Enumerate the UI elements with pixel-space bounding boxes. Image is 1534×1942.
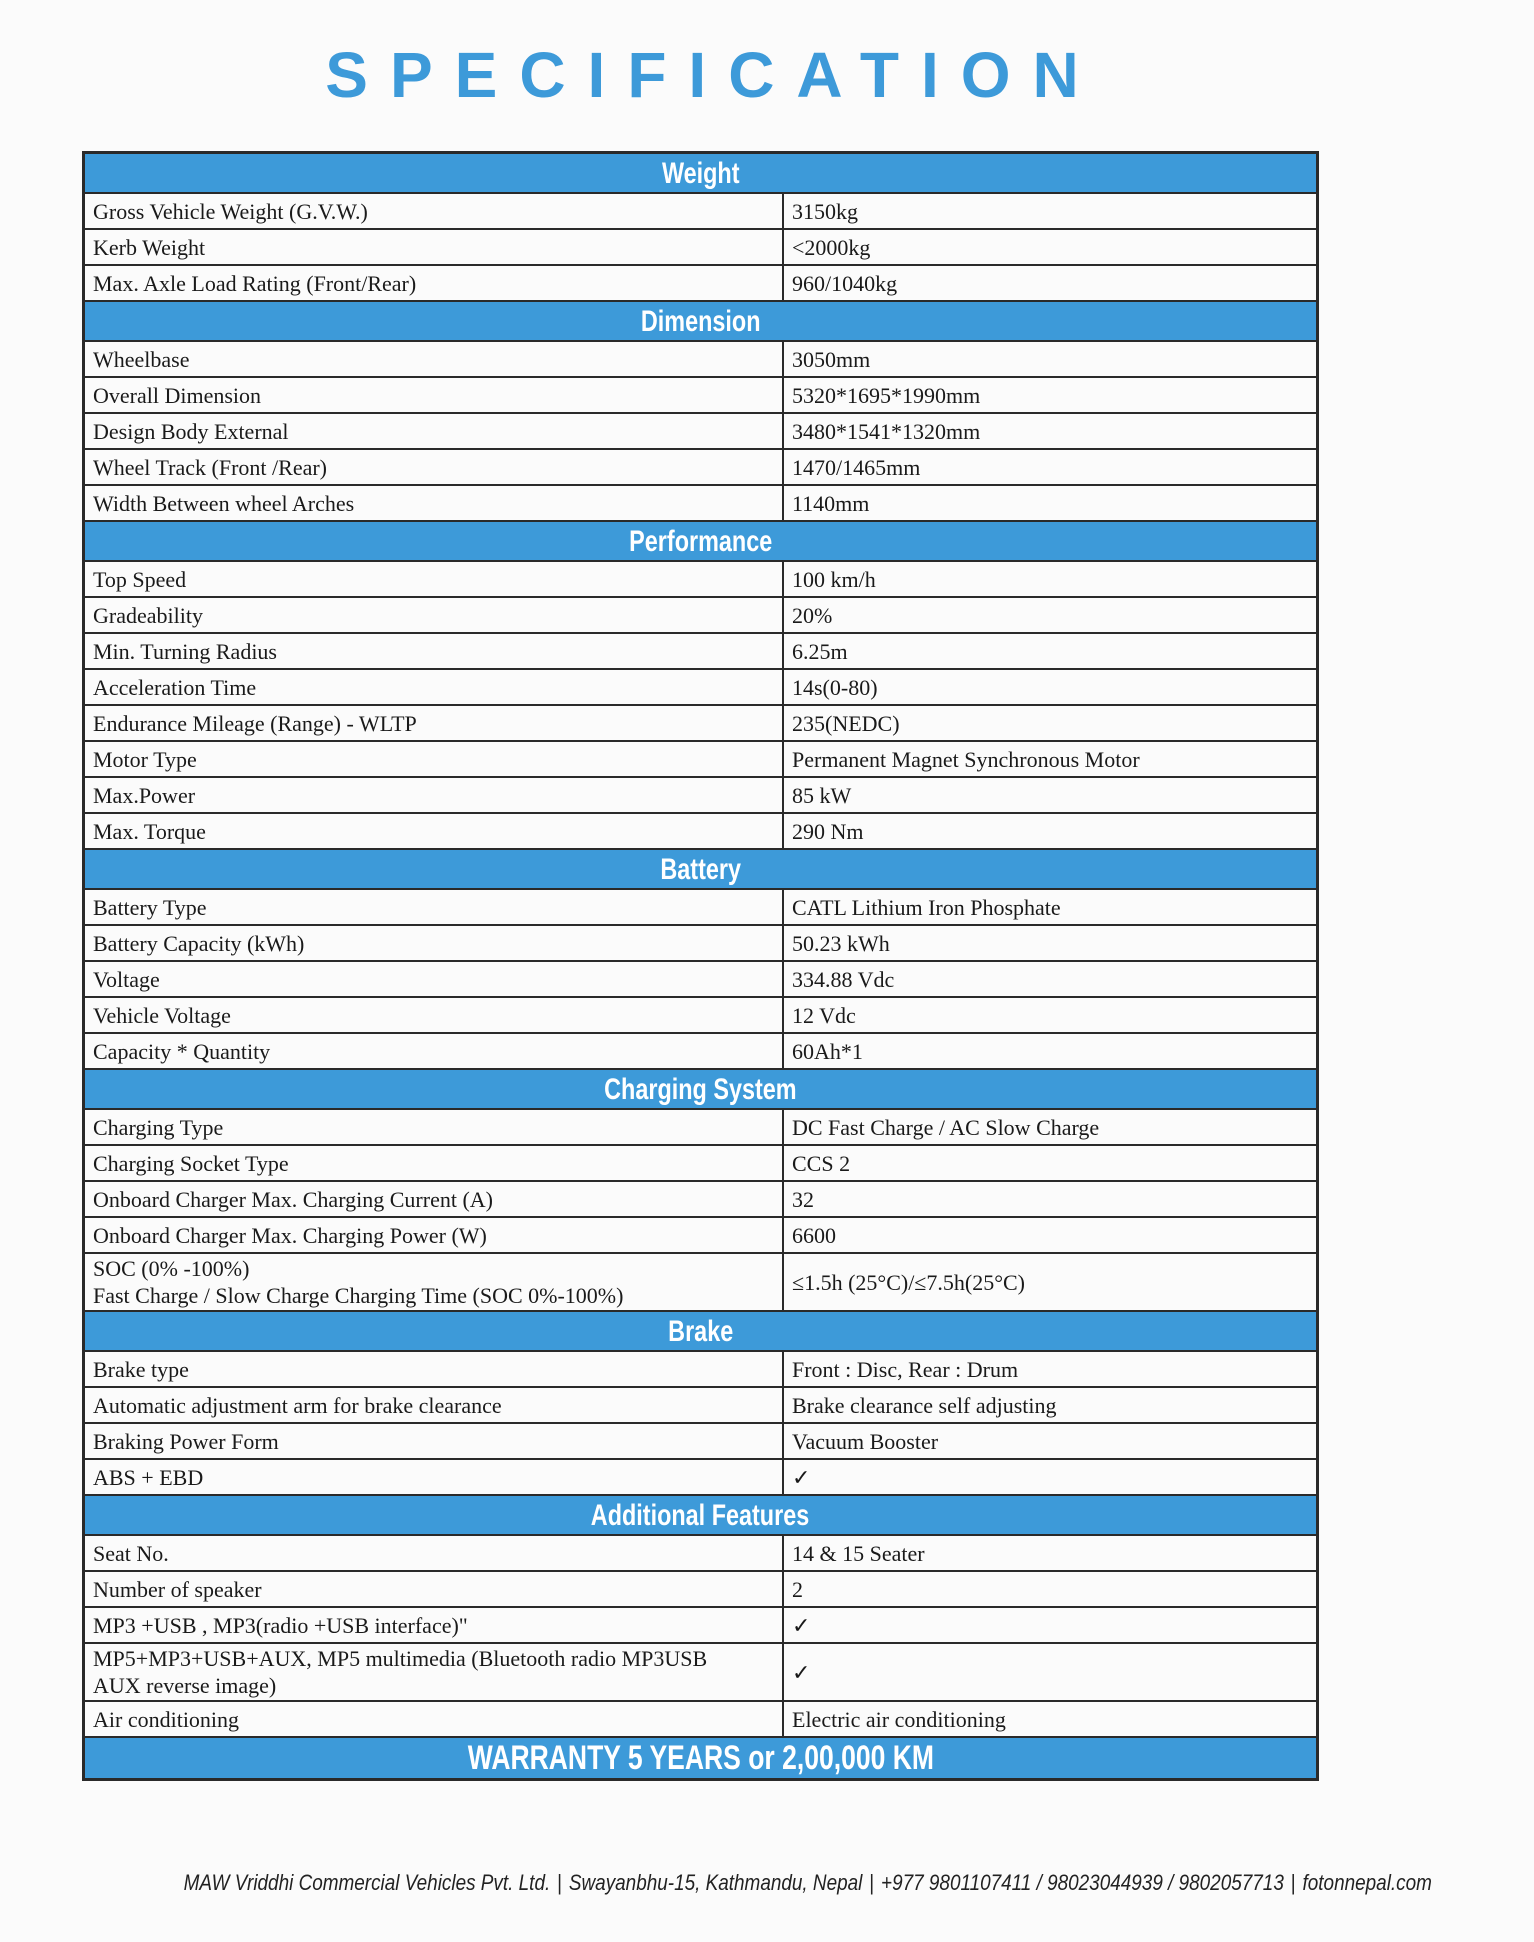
spec-label: Capacity * Quantity	[84, 1033, 784, 1069]
spec-label: Gradeability	[84, 597, 784, 633]
section-heading: Brake	[84, 1311, 1318, 1351]
spec-value: ✓	[783, 1643, 1318, 1701]
spec-value: Vacuum Booster	[783, 1423, 1318, 1459]
spec-row	[84, 1387, 1318, 1423]
section-heading: Battery	[84, 849, 1318, 889]
spec-value: CATL Lithium Iron Phosphate	[783, 889, 1318, 925]
spec-row	[84, 561, 1318, 597]
spec-row	[84, 341, 1318, 377]
spec-row	[84, 449, 1318, 485]
section-heading: Charging System	[84, 1069, 1318, 1109]
spec-row	[84, 1535, 1318, 1571]
spec-row	[84, 925, 1318, 961]
spec-value: DC Fast Charge / AC Slow Charge	[783, 1109, 1318, 1145]
spec-label: Max.Power	[84, 777, 784, 813]
spec-row	[84, 1643, 1318, 1701]
spec-row	[84, 1351, 1318, 1387]
spec-value: 290 Nm	[783, 813, 1318, 849]
spec-row	[84, 669, 1318, 705]
spec-value: 1470/1465mm	[783, 449, 1318, 485]
footer-company: MAW Vriddhi Commercial Vehicles Pvt. Ltd.	[183, 1870, 551, 1895]
spec-label: Number of speaker	[84, 1571, 784, 1607]
spec-row	[84, 813, 1318, 849]
spec-value: 2	[783, 1571, 1318, 1607]
spec-label: Seat No.	[84, 1535, 784, 1571]
spec-label: Automatic adjustment arm for brake clearance	[84, 1387, 784, 1423]
spec-label: Endurance Mileage (Range) - WLTP	[84, 705, 784, 741]
spec-value: 334.88 Vdc	[783, 961, 1318, 997]
section-heading: Dimension	[84, 301, 1318, 341]
spec-label: Braking Power Form	[84, 1423, 784, 1459]
spec-row	[84, 1145, 1318, 1181]
spec-value: 20%	[783, 597, 1318, 633]
spec-label: Voltage	[84, 961, 784, 997]
spec-value: 14 & 15 Seater	[783, 1535, 1318, 1571]
spec-row	[84, 741, 1318, 777]
spec-row	[84, 1571, 1318, 1607]
spec-value: 6600	[783, 1217, 1318, 1253]
spec-value: 5320*1695*1990mm	[783, 377, 1318, 413]
footer-address: Swayanbhu-15, Kathmandu, Nepal	[568, 1870, 863, 1895]
spec-row	[84, 485, 1318, 521]
spec-row	[84, 1607, 1318, 1643]
warranty-text: WARRANTY 5 YEARS or 2,00,000 KM	[84, 1737, 1318, 1780]
spec-row	[84, 1217, 1318, 1253]
warranty-banner	[84, 1737, 1318, 1780]
spec-value: ✓	[783, 1459, 1318, 1495]
spec-value: 50.23 kWh	[783, 925, 1318, 961]
spec-label: Brake type	[84, 1351, 784, 1387]
footer-website[interactable]: fotonnepal.com	[1302, 1870, 1432, 1895]
spec-value: 3050mm	[783, 341, 1318, 377]
section-header-brake	[84, 1311, 1318, 1351]
spec-value: 6.25m	[783, 633, 1318, 669]
section-header-battery	[84, 849, 1318, 889]
spec-value: Electric air conditioning	[783, 1701, 1318, 1737]
spec-label: Max. Axle Load Rating (Front/Rear)	[84, 265, 784, 301]
spec-label: Motor Type	[84, 741, 784, 777]
spec-label: Vehicle Voltage	[84, 997, 784, 1033]
spec-label: Air conditioning	[84, 1701, 784, 1737]
spec-value: 1140mm	[783, 485, 1318, 521]
spec-value: 12 Vdc	[783, 997, 1318, 1033]
spec-label: Onboard Charger Max. Charging Power (W)	[84, 1217, 784, 1253]
spec-row	[84, 229, 1318, 265]
spec-label: SOC (0% -100%) Fast Charge / Slow Charge Charging Time (SOC 0%-100%)	[84, 1253, 784, 1311]
spec-value: 3150kg	[783, 193, 1318, 229]
spec-row	[84, 1459, 1318, 1495]
spec-value: 14s(0-80)	[783, 669, 1318, 705]
spec-label: Battery Capacity (kWh)	[84, 925, 784, 961]
spec-row	[84, 777, 1318, 813]
spec-row	[84, 1701, 1318, 1737]
spec-value: Permanent Magnet Synchronous Motor	[783, 741, 1318, 777]
spec-label: Wheel Track (Front /Rear)	[84, 449, 784, 485]
spec-label: Width Between wheel Arches	[84, 485, 784, 521]
spec-row	[84, 1109, 1318, 1145]
spec-value: 960/1040kg	[783, 265, 1318, 301]
spec-label: Charging Socket Type	[84, 1145, 784, 1181]
section-header-dimension	[84, 301, 1318, 341]
spec-row	[84, 1423, 1318, 1459]
spec-row	[84, 889, 1318, 925]
spec-label: Onboard Charger Max. Charging Current (A)	[84, 1181, 784, 1217]
spec-label: MP3 +USB , MP3(radio +USB interface)"	[84, 1607, 784, 1643]
spec-table	[82, 151, 1319, 1781]
spec-value: 100 km/h	[783, 561, 1318, 597]
spec-label: MP5+MP3+USB+AUX, MP5 multimedia (Bluetooth radio MP3USB AUX reverse image)	[84, 1643, 784, 1701]
section-header-charging-system	[84, 1069, 1318, 1109]
spec-label: ABS + EBD	[84, 1459, 784, 1495]
spec-label: Battery Type	[84, 889, 784, 925]
spec-row	[84, 193, 1318, 229]
spec-row	[84, 413, 1318, 449]
page-title: SPECIFICATION	[325, 39, 1101, 111]
spec-value: 235(NEDC)	[783, 705, 1318, 741]
spec-row	[84, 597, 1318, 633]
spec-row	[84, 1033, 1318, 1069]
section-heading: Additional Features	[84, 1495, 1318, 1535]
spec-value: Front : Disc, Rear : Drum	[783, 1351, 1318, 1387]
spec-value: 32	[783, 1181, 1318, 1217]
spec-label: Wheelbase	[84, 341, 784, 377]
spec-label: Min. Turning Radius	[84, 633, 784, 669]
spec-row	[84, 1253, 1318, 1311]
spec-value: ✓	[783, 1607, 1318, 1643]
spec-row	[84, 265, 1318, 301]
spec-value: 3480*1541*1320mm	[783, 413, 1318, 449]
section-heading: Weight	[84, 153, 1318, 194]
spec-label: Kerb Weight	[84, 229, 784, 265]
footer-phones: +977 9801107411 / 98023044939 / 9802057713	[881, 1870, 1284, 1895]
spec-row	[84, 961, 1318, 997]
spec-row	[84, 997, 1318, 1033]
section-header-additional-features	[84, 1495, 1318, 1535]
spec-row	[84, 633, 1318, 669]
spec-value: Brake clearance self adjusting	[783, 1387, 1318, 1423]
spec-value: ≤1.5h (25°C)/≤7.5h(25°C)	[783, 1253, 1318, 1311]
spec-label: Gross Vehicle Weight (G.V.W.)	[84, 193, 784, 229]
spec-row	[84, 705, 1318, 741]
spec-label: Acceleration Time	[84, 669, 784, 705]
spec-row	[84, 377, 1318, 413]
section-header-performance	[84, 521, 1318, 561]
spec-label: Top Speed	[84, 561, 784, 597]
footer: MAW Vriddhi Commercial Vehicles Pvt. Ltd. | Swayanbhu-15, Kathmandu, Nepal | +977 9801107411 / 98023044939 / 9802057713 | fotonnepal.com	[183, 1870, 1432, 1895]
section-header-weight	[84, 153, 1318, 194]
spec-label: Design Body External	[84, 413, 784, 449]
section-heading: Performance	[84, 521, 1318, 561]
spec-label: Max. Torque	[84, 813, 784, 849]
spec-row	[84, 1181, 1318, 1217]
spec-label: Overall Dimension	[84, 377, 784, 413]
spec-value: CCS 2	[783, 1145, 1318, 1181]
spec-label: Charging Type	[84, 1109, 784, 1145]
spec-value: <2000kg	[783, 229, 1318, 265]
spec-value: 60Ah*1	[783, 1033, 1318, 1069]
spec-value: 85 kW	[783, 777, 1318, 813]
